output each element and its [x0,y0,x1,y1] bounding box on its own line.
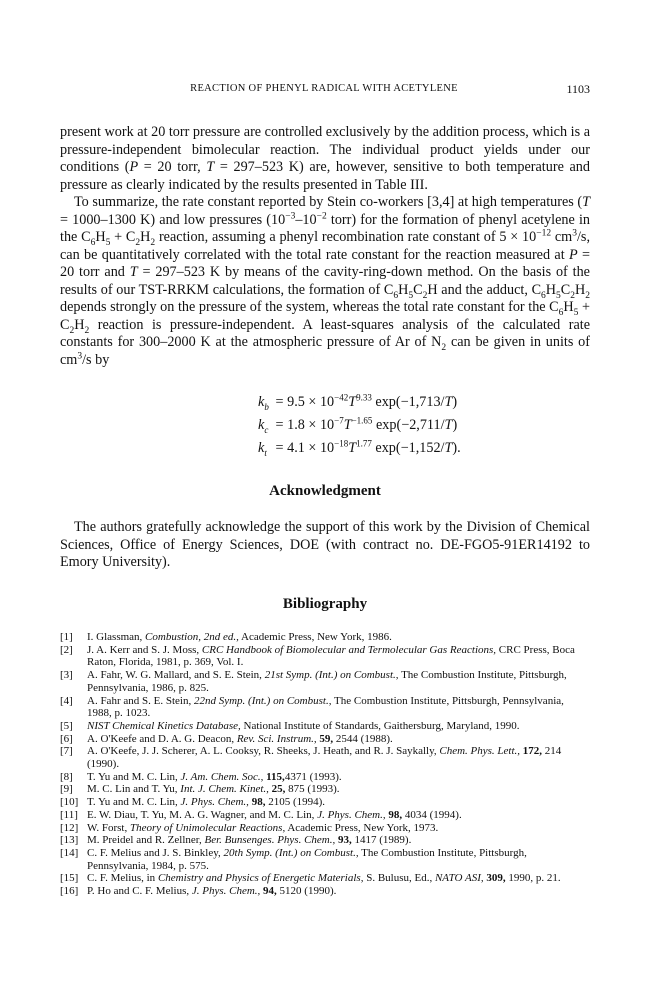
reference-item: [11] E. W. Diau, T. Yu, M. A. G. Wagner, and M. C. Lin, J. Phys. Chem., 98, 4034 (1994). [60,808,462,821]
reference-item: [12] W. Forst, Theory of Unimolecular Reactions, Academic Press, New York, 1973. [60,821,439,834]
paragraph-2: To summarize, the rate constant reported by Stein co-workers [3,4] at high temperatures (T = 1000–1300 K) and low pressures ($10^{-3}-10^{-2}$ torr) for the formation of phenyl acetylene in the $C_6H_5 + C_2H_2$ reaction, assuming a phenyl recombination rate constant of $5 \times 10^{-12}$ $cm^3/s$, can be quantitatively correlated with the total rate constant for the reaction measured at P = 20 torr and T = 297–523 K by means of the cavity-ring-down method. On the basis of the results of our TST-RRKM calculations, the formation of $C_6H_5C_2H$ and the adduct, $C_6H_5C_2H_2$ depends strongly on the pressure of the system, whereas the total rate constant for the $C_6H_5 + C_2H_2$ reaction is pressure-independent. A least-squares analysis of the calculated rate constants for 300–2000 K at the atmospheric pressure of Ar of $N_2$ can be given in units of $cm^3/s$ by [60,194,591,368]
running-title: REACTION OF PHENYL RADICAL WITH ACETYLENE [190,83,458,94]
reference-item: [14] C. F. Melius and J. S. Binkley, 20th Symp. (Int.) on Combust., The Combustion Institute, Pittsburgh, Pennsylvania, 1984, p. 575. [60,846,527,872]
reference-item: [15] C. F. Melius, in Chemistry and Physics of Energetic Materials, S. Bulusu, Ed., NATO ASI, 309, 1990, p. 21. [60,872,561,885]
reference-item: [5] NIST Chemical Kinetics Database, National Institute of Standards, Gaithersburg, Maryland, 1990. [60,719,520,732]
equation-kb: $k_b = 9.5 \times 10^{-42}T^{9.33}$ exp(−1,713/T) [258,392,458,412]
equation-kt: $k_t = 4.1 \times 10^{-18}T^{1.77}$ exp(−1,152/T). [258,438,461,458]
bibliography-heading: Bibliography [282,596,368,612]
reference-item: [6] A. O'Keefe and D. A. G. Deacon, Rev. Sci. Instrum., 59, 2544 (1988). [60,732,393,745]
reference-item: [16] P. Ho and C. F. Melius, J. Phys. Chem., 94, 5120 (1990). [60,885,337,898]
reference-item: [4] A. Fahr and S. E. Stein, 22nd Symp. (Int.) on Combust., The Combustion Institute, Pittsburgh, Pennsylvania, 1988, p. 1023. [60,694,564,720]
acknowledgment-text: The authors gratefully acknowledge the support of this work by the Division of Chemical Sciences, Office of Energy Sciences, DOE (with contract no. DE-FGO5-91ER14192 to Emory University). [60,519,590,570]
reference-item: [9] M. C. Lin and T. Yu, Int. J. Chem. Kinet., 25, 875 (1993). [60,783,340,796]
reference-item: [1] I. Glassman, Combustion, 2nd ed., Academic Press, New York, 1986. [60,631,392,643]
reference-item: [13] M. Preidel and R. Zellner, Ber. Bunsenges. Phys. Chem., 93, 1417 (1989). [60,834,412,847]
bibliography-list [60,631,590,898]
reference-item: [8] T. Yu and M. C. Lin, J. Am. Chem. Soc., 115,4371 (1993). [60,770,342,783]
equation-kc: $k_c = 1.8 \times 10^{-7}T^{-1.65}$ exp(−2,711/T) [258,415,458,435]
reference-item: [7] A. O'Keefe, J. J. Scherer, A. L. Cooksy, R. Sheeks, J. Heath, and R. J. Saykally, Chem. Phys. Lett., 172, 214 (1990). [60,745,562,771]
rate-equations [258,391,518,460]
reference-item: [2] J. A. Kerr and S. J. Moss, CRC Handbook of Biomolecular and Termolecular Gas Reactions, CRC Press, Boca Raton, Florida, 1981, p. 369, Vol. I. [60,643,575,669]
running-head [60,83,588,97]
page-number: 1103 [566,82,590,96]
reference-item: [10] T. Yu and M. C. Lin, J. Phys. Chem., 98, 2105 (1994). [60,796,326,809]
body-text [60,124,590,369]
paragraph-1: present work at 20 torr pressure are controlled exclusively by the addition process, which is a pressure-independent bimolecular reaction. The individual product yields under our conditions (P = 20 torr, T = 297–523 K) are, however, sensitive to both temperature and pressure as clearly indicated by the results presented in Table III. [60,124,590,193]
reference-item: [3] A. Fahr, W. G. Mallard, and S. E. Stein, 21st Symp. (Int.) on Combust., The Combustion Institute, Pittsburgh, Pennsylvania, 1986, p. 825. [60,669,567,694]
acknowledgment-heading: Acknowledgment [269,483,381,499]
